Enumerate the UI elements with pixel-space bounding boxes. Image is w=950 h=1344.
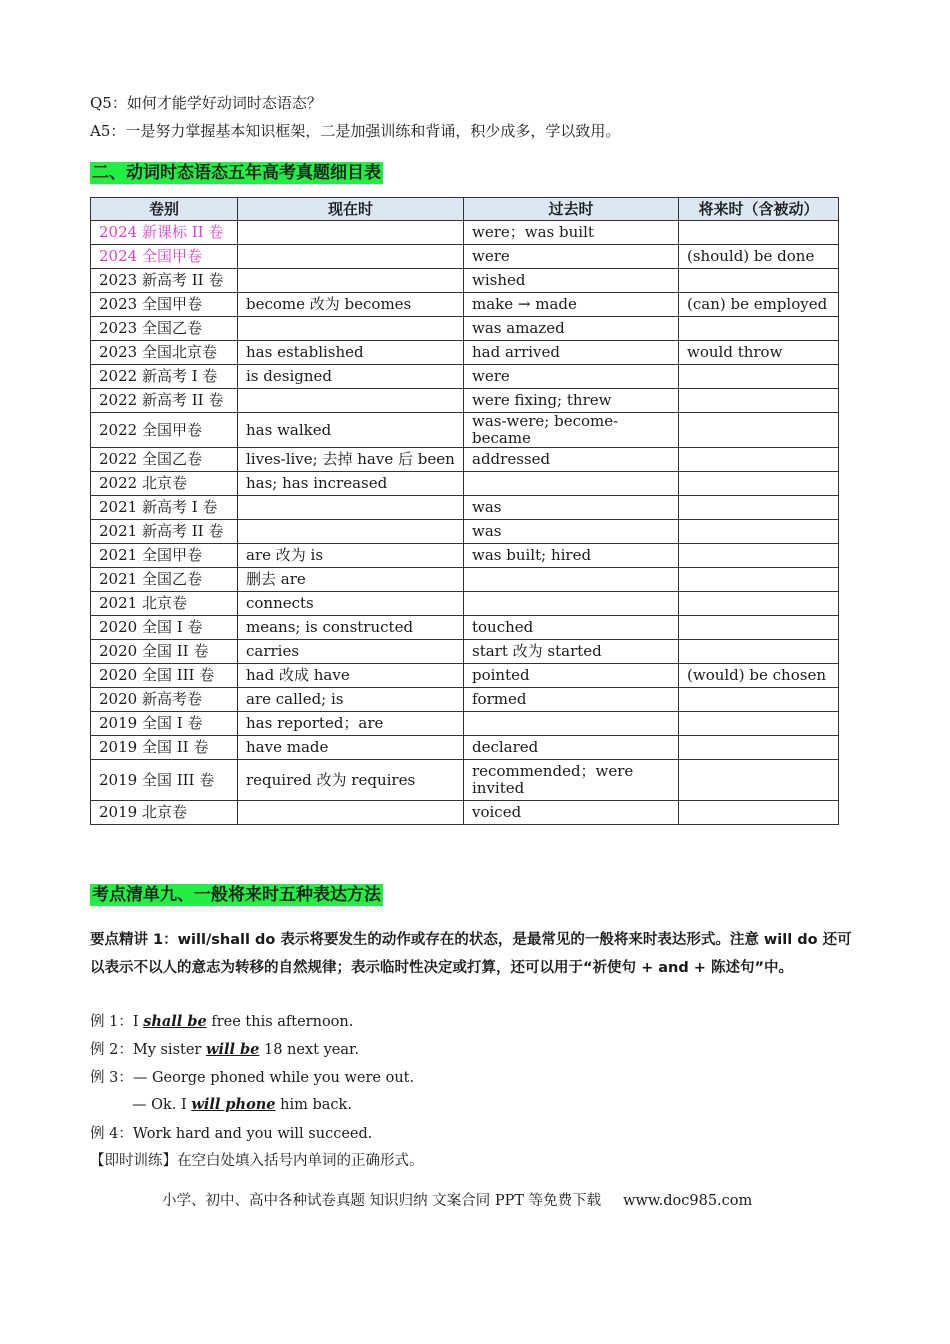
table-row [91,544,839,568]
cell-present: have made [238,736,464,760]
example-label: 例 3： [90,1070,133,1086]
cell-present: means; is constructed [238,616,464,640]
example-text: — Ok. I [132,1097,192,1113]
cell-paper: 2022 全国乙卷 [91,448,238,472]
training-instruction: 【即时训练】在空白处填入括号内单词的正确形式。 [90,1153,424,1169]
cell-paper: 2020 全国 II 卷 [91,640,238,664]
cell-present [238,245,464,269]
footer-text: 小学、初中、高中各种试卷真题 知识归纳 文案合同 PPT 等免费下载 [162,1193,602,1209]
cell-future [679,448,839,472]
cell-present: 删去 are [238,568,464,592]
table-row [91,496,839,520]
footer-url[interactable]: www.doc985.com [623,1193,753,1209]
cell-paper: 2021 新高考 II 卷 [91,520,238,544]
example-answer: will be [205,1041,260,1058]
cell-future [679,221,839,245]
cell-paper: 2019 全国 II 卷 [91,736,238,760]
cell-paper: 2023 全国乙卷 [91,317,238,341]
table-row [91,712,839,736]
table-row [91,269,839,293]
example-text: free this afternoon. [206,1014,354,1030]
example-text: 18 next year. [259,1042,359,1058]
cell-past [464,712,679,736]
cell-present: connects [238,592,464,616]
table-row [91,592,839,616]
table-row [91,640,839,664]
cell-paper: 2024 全国甲卷 [91,245,238,269]
cell-paper: 2020 全国 III 卷 [91,664,238,688]
table-row [91,293,839,317]
cell-future: (can) be employed [679,293,839,317]
header-past: 过去时 [464,198,679,221]
cell-future [679,544,839,568]
cell-present: are called; is [238,688,464,712]
cell-present [238,389,464,413]
section9-heading: 考点清单九、一般将来时五种表达方法 [92,885,381,905]
table-row [91,472,839,496]
cell-past: were [464,365,679,389]
cell-present [238,520,464,544]
table-row [91,245,839,269]
table-row [91,413,839,448]
table-row [91,736,839,760]
cell-future [679,520,839,544]
cell-future [679,592,839,616]
question-q5: Q5：如何才能学好动词时态语态？ [90,94,322,112]
cell-past: start 改为 started [464,640,679,664]
cell-future [679,472,839,496]
cell-past: were；was built [464,221,679,245]
cell-future [679,568,839,592]
cell-present: required 改为 requires [238,760,464,801]
cell-present: carries [238,640,464,664]
example-2 [90,1040,359,1060]
cell-paper: 2022 北京卷 [91,472,238,496]
cell-past: voiced [464,801,679,825]
cell-paper: 2023 新高考 II 卷 [91,269,238,293]
cell-past: pointed [464,664,679,688]
cell-past [464,568,679,592]
section2-heading: 二、动词时态语态五年高考真题细目表 [92,163,381,183]
answer-a5: A5：一是努力掌握基本知识框架，二是加强训练和背诵，积少成多，学以致用。 [90,122,621,140]
cell-paper: 2019 全国 III 卷 [91,760,238,801]
cell-future [679,736,839,760]
cell-present: become 改为 becomes [238,293,464,317]
cell-paper: 2022 全国甲卷 [91,413,238,448]
example-answer: shall be [143,1013,207,1030]
cell-paper: 2022 新高考 I 卷 [91,365,238,389]
cell-paper: 2021 北京卷 [91,592,238,616]
cell-past [464,592,679,616]
example-answer: will phone [191,1096,276,1113]
cell-present [238,269,464,293]
cell-paper: 2020 全国 I 卷 [91,616,238,640]
header-present: 现在时 [238,198,464,221]
cell-paper: 2019 北京卷 [91,801,238,825]
cell-future [679,496,839,520]
cell-future [679,616,839,640]
example-text: — George phoned while you were out. [132,1070,415,1086]
cell-present [238,317,464,341]
cell-paper: 2021 全国甲卷 [91,544,238,568]
cell-future [679,413,839,448]
cell-present: had 改成 have [238,664,464,688]
cell-present [238,801,464,825]
table-row [91,520,839,544]
table-row [91,688,839,712]
cell-past: were fixing; threw [464,389,679,413]
table-row [91,221,839,245]
header-paper: 卷别 [91,198,238,221]
cell-present [238,221,464,245]
cell-past: was amazed [464,317,679,341]
cell-paper: 2019 全国 I 卷 [91,712,238,736]
example-text: I [132,1014,144,1030]
exam-detail-table [90,197,839,825]
table-header-row [91,198,839,221]
cell-future: would throw [679,341,839,365]
cell-present: lives-live; 去掉 have 后 been [238,448,464,472]
cell-future [679,317,839,341]
cell-future: (would) be chosen [679,664,839,688]
point1-paragraph: 要点精讲 1：will/shall do 表示将要发生的动作或存在的状态，是最常见的一般将来时表达形式。注意 will do 还可以表示不以人的意志为转移的自然规律；表示临时性决定或打算，还可以用于“祈使句 + and + 陈述句”中。 [90,932,852,976]
cell-past: addressed [464,448,679,472]
example-label: 例 2： [90,1042,133,1058]
cell-present: has established [238,341,464,365]
cell-paper: 2022 新高考 II 卷 [91,389,238,413]
table-row [91,389,839,413]
cell-past: were [464,245,679,269]
cell-present: is designed [238,365,464,389]
cell-future [679,688,839,712]
table-row [91,664,839,688]
example-text: My sister [132,1042,206,1058]
table-row [91,568,839,592]
cell-past: wished [464,269,679,293]
table-row [91,317,839,341]
cell-paper: 2024 新课标 II 卷 [91,221,238,245]
cell-paper: 2021 新高考 I 卷 [91,496,238,520]
example-3b [132,1095,352,1115]
cell-past: declared [464,736,679,760]
example-label: 例 4： [90,1126,133,1142]
cell-paper: 2023 全国北京卷 [91,341,238,365]
cell-past: was [464,520,679,544]
cell-present: has; has increased [238,472,464,496]
cell-future [679,365,839,389]
cell-future [679,712,839,736]
cell-future [679,269,839,293]
cell-past: was [464,496,679,520]
table-row [91,341,839,365]
cell-paper: 2021 全国乙卷 [91,568,238,592]
example-1 [90,1012,353,1032]
cell-present: has walked [238,413,464,448]
cell-past: had arrived [464,341,679,365]
cell-future: (should) be done [679,245,839,269]
table-row [91,760,839,801]
cell-future [679,801,839,825]
page-footer [162,1191,752,1211]
example-3a [90,1068,414,1088]
table-row [91,616,839,640]
cell-present: are 改为 is [238,544,464,568]
cell-past: recommended；were invited [464,760,679,801]
cell-present: has reported；are [238,712,464,736]
cell-future [679,760,839,801]
cell-past: formed [464,688,679,712]
cell-past [464,472,679,496]
table-row [91,801,839,825]
cell-paper: 2020 新高考卷 [91,688,238,712]
cell-future [679,640,839,664]
example-text: him back. [275,1097,352,1113]
cell-present [238,496,464,520]
cell-future [679,389,839,413]
example-label: 例 1： [90,1014,133,1030]
table-row [91,365,839,389]
cell-past: was built; hired [464,544,679,568]
cell-past: make → made [464,293,679,317]
cell-past: was-were; become-became [464,413,679,448]
cell-past: touched [464,616,679,640]
header-future: 将来时（含被动） [679,198,839,221]
example-text: Work hard and you will succeed. [132,1126,373,1142]
example-4 [90,1124,372,1144]
cell-paper: 2023 全国甲卷 [91,293,238,317]
table-row [91,448,839,472]
